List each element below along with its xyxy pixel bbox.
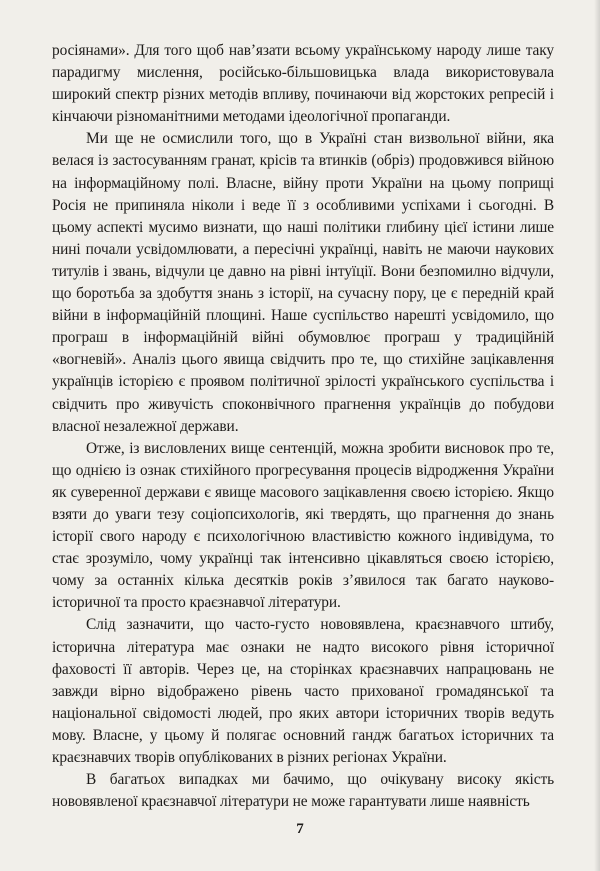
paragraph-4: Слід зазначити, що часто-густо нововявлена, краєзнавчого штибу, історична література має ознаки не надто високого рівня історичної фаховості її авторів. Через це, на сторінках краєзнавчих напрацювань не завжди вірно відображено рівень часто прихованої громадянської та національної свідомості людей, про яких автори історичних творів ведуть мову. Власне, у цьому й полягає основний гандж багатьох історичних та краєзнавчих творів опублікованих в різних регіонах України. xyxy=(52,616,554,766)
page-number: 7 xyxy=(296,821,304,837)
paragraph-2: Ми ще не осмислили того, що в Україні стан визвольної війни, яка велася із застосуванням гранат, крісів та втинків (обріз) продовжився війною на інформаційному полі. Власне, війну проти України на цьому поприщі Росія не припиняла ніколи і веде її з особливими успіхами і сьогодні. В цьому аспекті мусимо визнати, що наші політики глибину цієї істини лише нині почали усвідомлювати, а пересічні українці, навіть не маючи наукових титулів і звань, відчули це давно на рівні інтуїції. Вони безпомилно відчули, що боротьба за здобуття знань з історії, на сучасну пору, це є передній край війни в інформаційній площині. Наше суспільство нарешті усвідомило, що програш в інформаційній війні обумовлює програш у традиційній «вогневій». Аналіз цього явища свідчить про те, що стихійне зацікавлення українців історією є проявом політичної зрілості українського суспільства і свідчить про живучість споконвічного прагнення українців до побудови власної незалежної держави. xyxy=(52,130,554,435)
paragraph-3: Отже, із висловлених вище сентенцій, можна зробити висновок про те, що однією із ознак стихійного прогресування процесів відродження України як суверенної держави є явище масового зацікавлення своєю історією. Якщо взяти до уваги тезу соціопсихологів, які твердять, що прагнення до знань історії свого народу є психологічною властивістю кожного індивідума, то стає зрозуміло, чому українці так інтенсивно цікавляться своєю історією, чому за останніх кілька десятків років з’явилося так багато науково-історичної та просто краєзнавчої літератури. xyxy=(52,439,554,612)
text-body xyxy=(52,40,554,813)
paragraph-5: В багатьох випадках ми бачимо, що очікувану високу якість нововявленої краєзнавчої літератури не може гарантувати лише наявність xyxy=(52,771,554,811)
paragraph-1: росіянами». Для того щоб нав’язати всьому українському народу лише таку парадигму мислення, російсько-більшовицька влада використовувала широкий спектр різних методів впливу, починаючи від жорстоких репресій і кінчаючи різноманітними методами ідеологічної пропаганди. xyxy=(52,42,554,126)
